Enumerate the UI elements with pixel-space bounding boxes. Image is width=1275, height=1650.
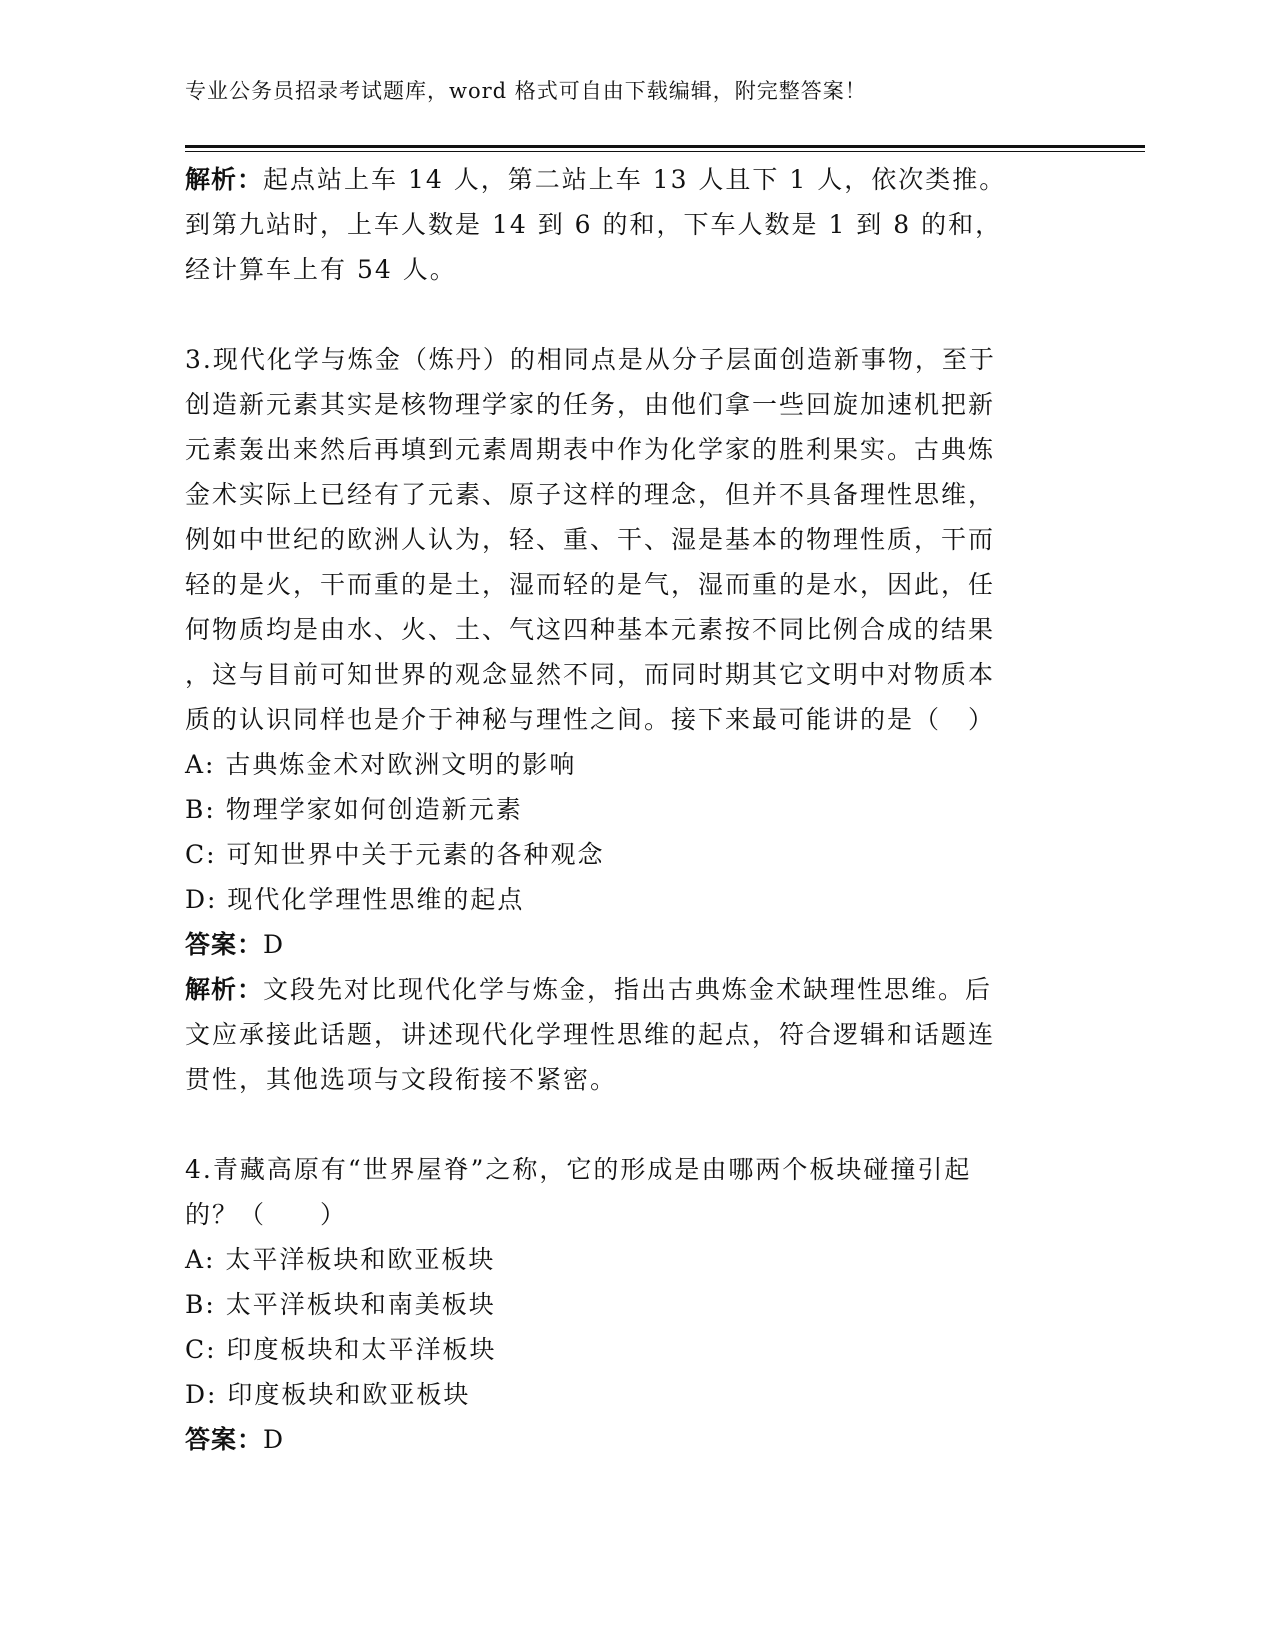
question-stem-line: 何物质均是由水、火、土、气这四种基本元素按不同比例合成的结果	[185, 615, 996, 644]
analysis-line	[185, 157, 1065, 202]
analysis-line: 到第九站时，上车人数是 14 到 6 的和，下车人数是 1 到 8 的和，	[185, 210, 1003, 239]
paragraph-gap	[185, 1102, 1065, 1147]
answer-value: D	[263, 1425, 286, 1454]
question-stem-line: 金术实际上已经有了元素、原子这样的理念，但并不具备理性思维，	[185, 480, 996, 509]
analysis-text: 文段先对比现代化学与炼金，指出古典炼金术缺理性思维。后	[263, 975, 993, 1004]
question-stem-line: 的？（ ）	[185, 1200, 348, 1229]
answer-line	[185, 922, 1065, 967]
question-stem-line: 轻的是火，干而重的是土，湿而轻的是气，湿而重的是水，因此，任	[185, 570, 996, 599]
answer-label: 答案：	[185, 930, 264, 959]
option-b: B: 物理学家如何创造新元素	[185, 795, 523, 824]
analysis-line: 贯性，其他选项与文段衔接不紧密。	[185, 1065, 618, 1094]
question-4	[185, 1147, 1065, 1462]
answer-label: 答案：	[185, 1425, 264, 1454]
page-header: 专业公务员招录考试题库，word 格式可自由下载编辑，附完整答案！	[185, 79, 867, 103]
header-rule-thin	[185, 151, 1145, 152]
analysis-label: 解析：	[185, 165, 264, 194]
answer-value: D	[263, 930, 286, 959]
option-c: C: 可知世界中关于元素的各种观念	[185, 840, 605, 869]
analysis-line	[185, 967, 1065, 1012]
header-rule-thick	[185, 145, 1145, 148]
answer-line	[185, 1417, 1065, 1462]
question-stem-line: 3.现代化学与炼金（炼丹）的相同点是从分子层面创造新事物，至于	[185, 345, 996, 374]
question-stem-line: ，这与目前可知世界的观念显然不同，而同时期其它文明中对物质本	[185, 660, 996, 689]
question-3	[185, 337, 1065, 1102]
question-stem-line: 元素轰出来然后再填到元素周期表中作为化学家的胜利果实。古典炼	[185, 435, 996, 464]
analysis-line: 经计算车上有 54 人。	[185, 255, 457, 284]
q2-analysis	[185, 157, 1065, 292]
option-c: C: 印度板块和太平洋板块	[185, 1335, 497, 1364]
option-d: D: 现代化学理性思维的起点	[185, 885, 525, 914]
option-d: D: 印度板块和欧亚板块	[185, 1380, 471, 1409]
question-stem-line: 例如中世纪的欧洲人认为，轻、重、干、湿是基本的物理性质，干而	[185, 525, 996, 554]
option-a: A: 太平洋板块和欧亚板块	[185, 1245, 496, 1274]
question-stem-line: 创造新元素其实是核物理学家的任务，由他们拿一些回旋加速机把新	[185, 390, 996, 419]
analysis-line: 文应承接此话题，讲述现代化学理性思维的起点，符合逻辑和话题连	[185, 1020, 996, 1049]
option-b: B: 太平洋板块和南美板块	[185, 1290, 496, 1319]
document-body	[185, 157, 1065, 1462]
analysis-label: 解析：	[185, 975, 264, 1004]
option-a: A: 古典炼金术对欧洲文明的影响	[185, 750, 577, 779]
paragraph-gap	[185, 292, 1065, 337]
question-stem-line: 质的认识同样也是介于神秘与理性之间。接下来最可能讲的是（ ）	[185, 705, 996, 734]
analysis-text: 起点站上车 14 人，第二站上车 13 人且下 1 人，依次类推。	[263, 165, 1007, 194]
question-stem-line: 4.青藏高原有“世界屋脊”之称，它的形成是由哪两个板块碰撞引起	[185, 1155, 972, 1184]
